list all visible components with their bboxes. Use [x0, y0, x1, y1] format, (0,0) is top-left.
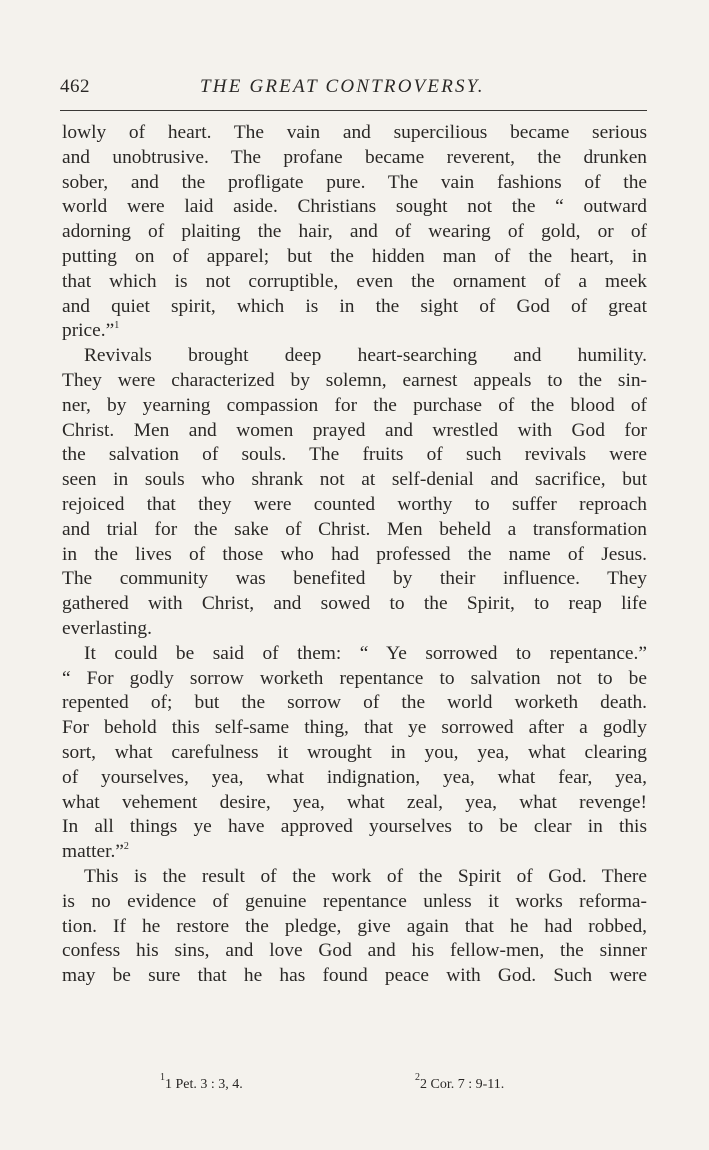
text-line-paragraph-end: everlasting.: [62, 617, 152, 639]
text-line: ner, by yearning compassion for the purchase of the blood of: [62, 394, 647, 416]
text-line: is no evidence of genuine repentance unless it works reforma-: [62, 890, 647, 912]
text-line-content: price.”: [62, 320, 115, 342]
footnote-1: [160, 1072, 243, 1093]
text-line: in the lives of those who had professed the name of Jesus.: [62, 543, 647, 565]
running-title: THE GREAT CONTROVERSY.: [200, 76, 485, 97]
header-rule: [60, 110, 647, 111]
text-line: They were characterized by solemn, earnest appeals to the sin-: [62, 369, 647, 391]
footnote-marker-2: 2: [415, 1072, 420, 1083]
footnote-2-text: 2 Cor. 7 : 9-11.: [420, 1077, 505, 1092]
text-line: and quiet spirit, which is in the sight of God of great: [62, 295, 647, 317]
text-line-paragraph-start: It could be said of them: “ Ye sorrowed to repentance.”: [84, 642, 647, 664]
text-line: confess his sins, and love God and his fellow-men, the sinner: [62, 940, 647, 962]
text-line-paragraph-start: This is the result of the work of the Spirit of God. There: [84, 865, 647, 887]
page-header: [60, 76, 647, 102]
text-line: tion. If he restore the pledge, give again that he had robbed,: [62, 915, 647, 937]
text-line-paragraph-end: [62, 840, 647, 865]
text-line: gathered with Christ, and sowed to the Spirit, to reap life: [62, 593, 647, 615]
text-line: may be sure that he has found peace with God. Such were: [62, 965, 647, 987]
footnote-ref-1: 1: [114, 320, 120, 332]
footnote-ref-2: 2: [123, 841, 129, 853]
text-line: rejoiced that they were counted worthy to suffer reproach: [62, 493, 647, 515]
text-line: and trial for the sake of Christ. Men beheld a transformation: [62, 518, 647, 540]
body-text: [62, 121, 647, 989]
text-line: and unobtrusive. The profane became reverent, the drunken: [62, 146, 647, 168]
text-line: putting on of apparel; but the hidden man of the heart, in: [62, 245, 647, 267]
text-line: adorning of plaiting the hair, and of wearing of gold, or of: [62, 221, 647, 243]
text-line: “ For godly sorrow worketh repentance to salvation not to be: [62, 667, 647, 689]
text-line-paragraph-end: [62, 319, 647, 344]
text-line: The community was benefited by their influence. They: [62, 568, 647, 590]
text-line: For behold this self-same thing, that ye sorrowed after a godly: [62, 717, 647, 739]
text-line: Christ. Men and women prayed and wrestled with God for: [62, 419, 647, 441]
text-line: sober, and the profligate pure. The vain fashions of the: [62, 171, 647, 193]
footnote-marker-1: 1: [160, 1072, 165, 1083]
text-line-paragraph-start: Revivals brought deep heart-searching and humility.: [84, 345, 647, 367]
text-line: that which is not corruptible, even the ornament of a meek: [62, 270, 647, 292]
text-line: world were laid aside. Christians sought not the “ outward: [62, 196, 647, 218]
text-line: repented of; but the sorrow of the world worketh death.: [62, 692, 647, 714]
text-line: what vehement desire, yea, what zeal, yea, what revenge!: [62, 791, 647, 813]
footnote-1-text: 1 Pet. 3 : 3, 4.: [165, 1077, 243, 1092]
text-line: the salvation of souls. The fruits of such revivals were: [62, 444, 647, 466]
text-line: In all things ye have approved yourselves to be clear in this: [62, 816, 647, 838]
text-line-content: matter.”: [62, 841, 124, 863]
footnote-2: [415, 1072, 505, 1093]
text-line: sort, what carefulness it wrought in you, yea, what clearing: [62, 741, 647, 763]
text-line: seen in souls who shrank not at self-denial and sacrifice, but: [62, 469, 647, 491]
text-line: lowly of heart. The vain and supercilious became serious: [62, 122, 647, 143]
text-line: of yourselves, yea, what indignation, yea, what fear, yea,: [62, 766, 647, 788]
page-number: 462: [60, 76, 90, 97]
